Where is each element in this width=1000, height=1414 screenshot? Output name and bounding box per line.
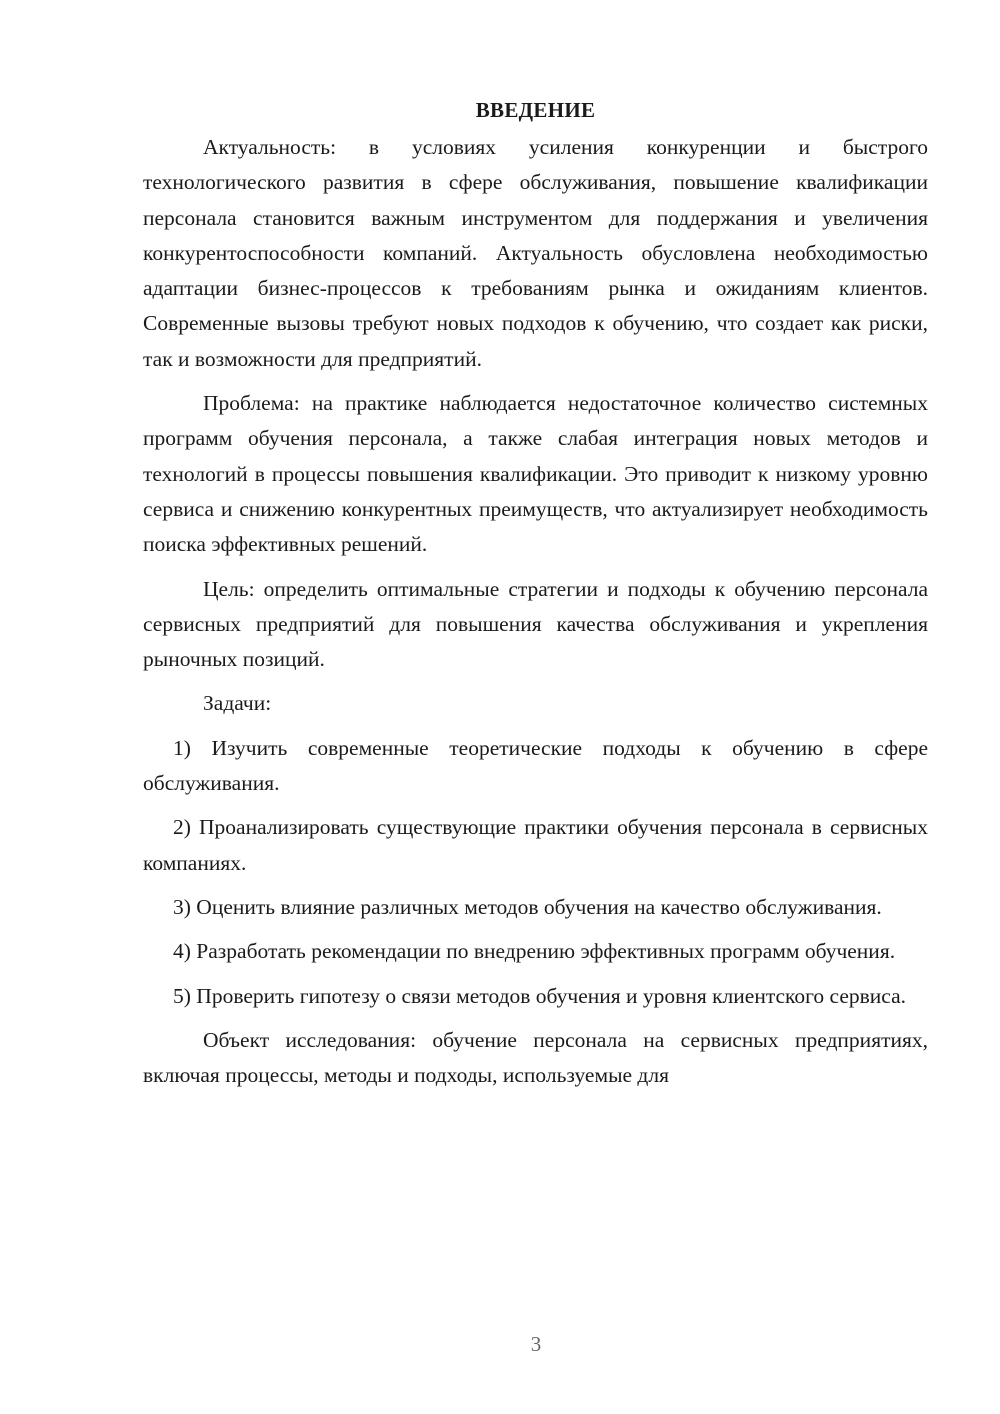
task-item-2 (143, 810, 928, 881)
document-page (143, 92, 928, 1102)
task-text: Оценить влияние различных методов обучения на качество обслуживания. (196, 894, 882, 919)
object-paragraph: Объект исследования: обучение персонала на сервисных предприятиях, включая процессы, методы и подходы, используемые для (143, 1027, 928, 1088)
task-number: 5) (173, 983, 191, 1008)
task-item-3 (143, 890, 928, 925)
task-text: Проанализировать существующие практики обучения персонала в сервисных компаниях. (143, 815, 929, 875)
task-number: 4) (173, 939, 191, 964)
page-title: ВВЕДЕНИЕ (475, 98, 596, 122)
problem-paragraph: Проблема: на практике наблюдается недостаточное количество системных программ обучения персонала, а также слабая интеграция новых методов и технологий в процессы повышения квалификации. Это приводит к низкому уровню сервиса и снижению конкурентных преимуществ, что актуализирует необходимость поиска эффективных решений. (143, 391, 928, 557)
page-number: 3 (530, 1332, 542, 1356)
task-text: Разработать рекомендации по внедрению эффективных программ обучения. (196, 939, 896, 964)
tasks-label: Задачи: (203, 691, 272, 716)
task-text: Проверить гипотезу о связи методов обучения и уровня клиентского сервиса. (196, 983, 907, 1008)
goal-paragraph: Цель: определить оптимальные стратегии и подходы к обучению персонала сервисных предприятий для повышения качества обслуживания и укрепления рыночных позиций. (143, 576, 928, 672)
task-item-4 (143, 934, 928, 969)
relevance-paragraph: Актуальность: в условиях усиления конкуренции и быстрого технологического развития в сфере обслуживания, повышение квалификации персонала становится важным инструментом для поддержания и увеличения конкурентоспособности компаний. Актуальность обусловлена необходимостью адаптации бизнес-процессов к требованиям рынка и ожиданиям клиентов. Современные вызовы требуют новых подходов к обучению, что создает как риски, так и возможности для предприятий. (143, 135, 928, 371)
task-item-5 (143, 979, 928, 1014)
task-number: 2) (173, 815, 191, 840)
task-text: Изучить современные теоретические подходы к обучению в сфере обслуживания. (143, 735, 929, 796)
task-item-1 (143, 731, 928, 802)
task-number: 3) (173, 894, 191, 919)
task-number: 1) (173, 735, 191, 760)
